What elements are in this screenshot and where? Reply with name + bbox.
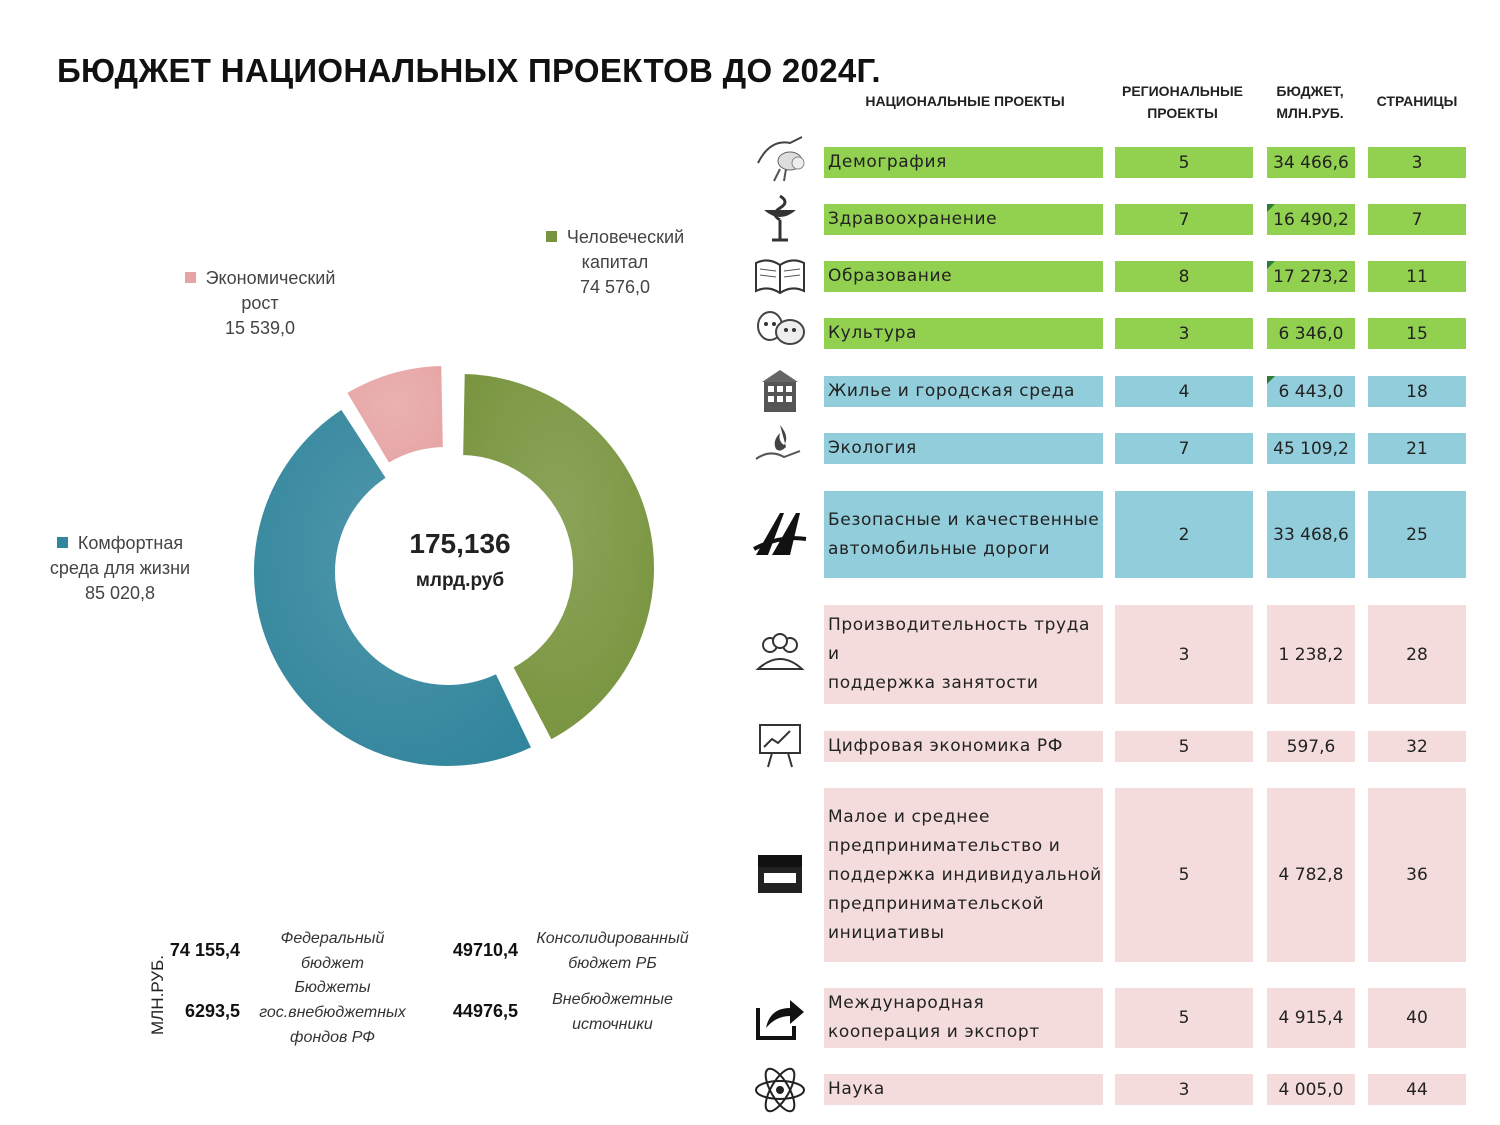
project-regional-cell: 7 xyxy=(1115,204,1253,235)
project-budget-cell: 597,6 xyxy=(1267,731,1355,762)
legend-value: 74 576,0 xyxy=(579,277,651,297)
project-regional-cell: 3 xyxy=(1115,605,1253,704)
project-budget-cell: 45 109,2 xyxy=(1267,433,1355,464)
funding-label-line: гос.внебюджетных xyxy=(259,1004,406,1021)
project-budget-cell: 4 005,0 xyxy=(1267,1074,1355,1105)
project-page-cell: 18 xyxy=(1368,376,1466,407)
legend-label-line-2: капитал xyxy=(581,252,649,272)
project-budget-cell: 17 273,2 xyxy=(1267,261,1355,292)
project-budget-cell: 4 782,8 xyxy=(1267,788,1355,962)
project-name-line: Безопасные и качественные xyxy=(828,509,1100,530)
funding-extrabudgetary-label xyxy=(525,987,700,1037)
header-projects: НАЦИОНАЛЬНЫЕ ПРОЕКТЫ xyxy=(865,93,1065,109)
project-page-cell: 7 xyxy=(1368,204,1466,235)
project-name-line: Здравоохранение xyxy=(828,209,998,229)
funding-consolidated-label xyxy=(525,926,700,976)
project-regional-cell: 5 xyxy=(1115,147,1253,178)
project-page-cell: 25 xyxy=(1368,491,1466,578)
project-page-cell: 28 xyxy=(1368,605,1466,704)
project-name-line: Экология xyxy=(828,438,917,458)
funding-label-line: источники xyxy=(572,1016,653,1033)
donut-center-value: 175,136 xyxy=(409,528,511,559)
legend-value: 85 020,8 xyxy=(84,583,156,603)
project-regional-cell: 4 xyxy=(1115,376,1253,407)
funding-federal-label xyxy=(250,926,415,976)
page-title: БЮДЖЕТ НАЦИОНАЛЬНЫХ ПРОЕКТОВ ДО 2024Г. xyxy=(57,52,881,89)
funding-label-line: Бюджеты xyxy=(294,979,371,996)
project-budget-cell: 16 490,2 xyxy=(1267,204,1355,235)
project-page-cell: 3 xyxy=(1368,147,1466,178)
funding-label-line: Консолидированный xyxy=(536,930,689,947)
project-name-line: Наука xyxy=(828,1079,885,1099)
project-regional-cell: 5 xyxy=(1115,788,1253,962)
project-name-line: предпринимательство и xyxy=(828,835,1061,856)
funding-label-line: Внебюджетные xyxy=(552,991,673,1008)
project-budget-cell: 6 346,0 xyxy=(1267,318,1355,349)
funding-label-line: фондов РФ xyxy=(290,1029,375,1046)
funding-offbudget-funds-label xyxy=(245,975,420,1050)
legend-economic-growth xyxy=(160,266,360,341)
legend-value: 15 539,0 xyxy=(224,318,296,338)
funding-label-line: Федеральный xyxy=(280,930,385,947)
project-regional-cell: 7 xyxy=(1115,433,1253,464)
project-name-line: Малое и среднее xyxy=(828,806,991,827)
project-regional-cell: 8 xyxy=(1115,261,1253,292)
project-regional-cell: 2 xyxy=(1115,491,1253,578)
project-name-line: Образование xyxy=(828,266,953,286)
legend-label-line-2: рост xyxy=(241,293,279,313)
funding-label-line: бюджет xyxy=(301,955,364,972)
project-page-cell: 11 xyxy=(1368,261,1466,292)
legend-comfortable-environment xyxy=(20,531,220,606)
funding-label-line: бюджет РБ xyxy=(568,955,657,972)
project-budget-cell: 33 468,6 xyxy=(1267,491,1355,578)
project-name-line: предпринимательской xyxy=(828,893,1045,914)
legend-label-line-1: Комфортная xyxy=(77,533,184,553)
funding-consolidated-value: 49710,4 xyxy=(452,940,518,960)
project-regional-cell: 5 xyxy=(1115,731,1253,762)
project-name-line: инициативы xyxy=(828,922,945,943)
header-pages: СТРАНИЦЫ xyxy=(1376,93,1458,109)
legend-human-capital xyxy=(530,225,700,300)
legend-swatch xyxy=(57,537,68,548)
project-budget-cell: 6 443,0 xyxy=(1267,376,1355,407)
project-name-line: автомобильные дороги xyxy=(828,538,1051,559)
header-regional-line-1: РЕГИОНАЛЬНЫЕ xyxy=(1122,83,1243,99)
project-page-cell: 32 xyxy=(1368,731,1466,762)
project-name-line: Жилье и городская среда xyxy=(828,381,1076,401)
project-budget-cell: 4 915,4 xyxy=(1267,988,1355,1048)
project-page-cell: 21 xyxy=(1368,433,1466,464)
legend-label-line-1: Человеческий xyxy=(566,227,685,247)
funding-extrabudgetary-value: 44976,5 xyxy=(452,1001,518,1021)
legend-label-line-2: среда для жизни xyxy=(49,558,191,578)
header-budget-line-2: МЛН.РУБ. xyxy=(1276,105,1344,121)
project-name-line: поддержка индивидуальной xyxy=(828,864,1102,885)
header-budget-line-1: БЮДЖЕТ, xyxy=(1276,83,1344,99)
project-budget-cell: 1 238,2 xyxy=(1267,605,1355,704)
project-regional-cell: 3 xyxy=(1115,318,1253,349)
funding-unit-label: МЛН.РУБ. xyxy=(148,955,167,1035)
project-page-cell: 44 xyxy=(1368,1074,1466,1105)
project-page-cell: 15 xyxy=(1368,318,1466,349)
donut-center-unit: млрд.руб xyxy=(415,570,505,591)
legend-swatch xyxy=(185,272,196,283)
funding-federal-value: 74 155,4 xyxy=(169,940,240,960)
project-page-cell: 36 xyxy=(1368,788,1466,962)
project-regional-cell: 5 xyxy=(1115,988,1253,1048)
project-name-line: Цифровая экономика РФ xyxy=(828,736,1064,756)
funding-offbudget-funds-value: 6293,5 xyxy=(184,1001,240,1021)
project-page-cell: 40 xyxy=(1368,988,1466,1048)
project-budget-cell: 34 466,6 xyxy=(1267,147,1355,178)
project-name-line: кооперация и экспорт xyxy=(828,1022,1040,1042)
project-name-line: Производительность труда и xyxy=(828,615,1091,664)
project-name-line: Международная xyxy=(828,993,985,1013)
legend-label-line-1: Экономический xyxy=(205,268,336,288)
header-regional-line-2: ПРОЕКТЫ xyxy=(1147,105,1218,121)
project-name-line: Культура xyxy=(828,323,917,343)
project-regional-cell: 3 xyxy=(1115,1074,1253,1105)
project-name-line: Демография xyxy=(828,152,947,172)
legend-swatch xyxy=(546,231,557,242)
project-name-line: поддержка занятости xyxy=(828,673,1039,693)
